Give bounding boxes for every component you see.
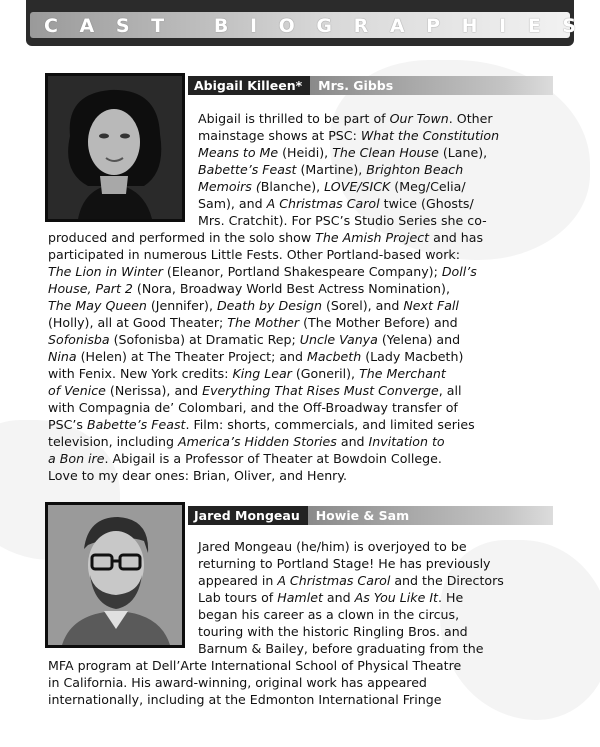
bio-line (0, 212, 600, 229)
bio-line (0, 178, 600, 195)
bio-line (0, 280, 600, 297)
title-italic: Nina (48, 349, 77, 364)
bio-text: returning to Portland Stage! He has previously (198, 556, 491, 571)
bio-text: participated in numerous Little Fests. Other Portland-based work: (48, 247, 460, 262)
bio-text: MFA program at Dell’Arte International School of Physical Theatre (48, 658, 462, 673)
title-italic: The Lion in Winter (48, 264, 163, 279)
title-italic: The May Queen (48, 298, 147, 313)
title-italic: Sofonisba (48, 332, 110, 347)
bio-text: (Lady Macbeth) (361, 349, 464, 364)
bio-text: . Other (448, 111, 493, 126)
bio-text: and the Directors (390, 573, 504, 588)
bio-text: Blanche), (260, 179, 325, 194)
bio-line (0, 555, 600, 572)
bio-line (0, 640, 600, 657)
bio-text: (Sorel), and (322, 298, 404, 313)
bio-line (0, 348, 600, 365)
cast-name-bar (188, 506, 553, 525)
title-italic: Hamlet (277, 590, 323, 605)
title-italic: Everything That Rises Must Converge (202, 383, 439, 398)
title-italic: The Clean House (332, 145, 439, 160)
title-italic: The Amish Project (315, 230, 430, 245)
bio-line (0, 229, 600, 246)
bio-text: (Sofonisba) at Dramatic Rep; (109, 332, 300, 347)
role-name: Howie & Sam (308, 506, 553, 525)
section-header (26, 0, 598, 46)
bio-line (0, 606, 600, 623)
bio-text: (Nerissa), and (105, 383, 203, 398)
bio-text: . He (437, 590, 464, 605)
title-italic: America’s Hidden Stories (178, 434, 337, 449)
cast-name-bar (188, 76, 553, 95)
bio-text: Lab tours of (198, 590, 278, 605)
bio-text: (The Mother Before) and (299, 315, 458, 330)
title-italic: Means to Me (198, 145, 279, 160)
bio-text: Mrs. Cratchit). For PSC’s Studio Series she co- (198, 213, 487, 228)
header-banner (30, 12, 598, 38)
bio-line (0, 246, 600, 263)
title-italic: A Christmas Carol (266, 196, 380, 211)
bio-line (0, 365, 600, 382)
bio-line (0, 572, 600, 589)
bio-line (0, 623, 600, 640)
bio-text: mainstage shows at PSC: (198, 128, 361, 143)
title-italic: Memoirs ( (198, 179, 261, 194)
bio-line (0, 538, 600, 555)
title-italic: House, Part 2 (48, 281, 133, 296)
title-italic: The Merchant (359, 366, 446, 381)
bio-line (0, 144, 600, 161)
bio-text: with Fenix. New York credits: (48, 366, 233, 381)
bio-text: (Lane), (438, 145, 488, 160)
bio-text: (Meg/Celia/ (390, 179, 466, 194)
bio-text: and (336, 434, 369, 449)
bio-line (0, 110, 600, 127)
title-italic: What the Constitution (360, 128, 500, 143)
bio-text: (Holly), all at Good Theater; (48, 315, 228, 330)
bio-text: Love to my dear ones: Brian, Oliver, and Henry. (48, 468, 348, 483)
bio-text: twice (Ghosts/ (379, 196, 474, 211)
role-name: Mrs. Gibbs (310, 76, 553, 95)
bio-line (0, 467, 600, 484)
title-italic: As You Like It (354, 590, 438, 605)
bio-text: in California. His award-winning, original work has appeared (48, 675, 427, 690)
bio-line (0, 657, 600, 674)
title-italic: Brighton Beach (366, 162, 464, 177)
title-italic: A Christmas Carol (277, 573, 391, 588)
bio-text: (Martine), (296, 162, 367, 177)
bio-text: produced and performed in the solo show (48, 230, 316, 245)
bio-line (0, 195, 600, 212)
title-italic: Our Town (389, 111, 449, 126)
page-title: CAST BIOGRAPHIES (44, 15, 598, 37)
bio-text: (Goneril), (291, 366, 360, 381)
bio-text: Jared Mongeau (he/him) is overjoyed to be (198, 539, 467, 554)
title-italic: Macbeth (307, 349, 362, 364)
bio-text: television, including (48, 434, 178, 449)
cast-bio (0, 538, 600, 708)
title-italic: Babette’s Feast (86, 417, 186, 432)
bio-text: touring with the historic Ringling Bros. and (198, 624, 468, 639)
bio-line (0, 161, 600, 178)
bio-text: PSC’s (48, 417, 87, 432)
bio-line (0, 433, 600, 450)
bio-line (0, 127, 600, 144)
actor-name: Abigail Killeen* (188, 76, 310, 95)
bio-text: (Helen) at The Theater Project; and (76, 349, 308, 364)
actor-name: Jared Mongeau (188, 506, 308, 525)
title-italic: LOVE/SICK (324, 179, 391, 194)
bio-line (0, 382, 600, 399)
bio-text: appeared in (198, 573, 278, 588)
bio-line (0, 589, 600, 606)
title-italic: King Lear (232, 366, 292, 381)
cast-bio (0, 110, 600, 484)
bio-text: . Abigail is a Professor of Theater at Bowdoin College. (104, 451, 442, 466)
title-italic: Babette’s Feast (198, 162, 297, 177)
bio-line (0, 674, 600, 691)
bio-text: . Film: shorts, commercials, and limited series (185, 417, 475, 432)
bio-text: (Nora, Broadway World Best Actress Nomination), (132, 281, 450, 296)
bio-text: (Eleanor, Portland Shakespeare Company); (162, 264, 442, 279)
bio-text: , all (438, 383, 462, 398)
title-italic: of Venice (48, 383, 106, 398)
title-italic: The Mother (227, 315, 300, 330)
title-italic: Invitation to (368, 434, 445, 449)
bio-text: (Jennifer), (146, 298, 217, 313)
bio-text: with Compagnia de’ Colombari, and the Off-Broadway transfer of (48, 400, 458, 415)
bio-text: Sam), and (198, 196, 267, 211)
bio-text: Barnum & Bailey, before graduating from the (198, 641, 484, 656)
bio-text: and has (429, 230, 484, 245)
bio-line (0, 416, 600, 433)
bio-line (0, 450, 600, 467)
title-italic: a Bon ire (48, 451, 105, 466)
bio-text: (Yelena) and (377, 332, 461, 347)
bio-line (0, 691, 600, 708)
title-italic: Uncle Vanya (299, 332, 378, 347)
title-italic: Next Fall (403, 298, 459, 313)
bio-line (0, 297, 600, 314)
bio-line (0, 314, 600, 331)
bio-text: internationally, including at the Edmonton International Fringe (48, 692, 442, 707)
title-italic: Death by Design (216, 298, 322, 313)
bio-text: began his career as a clown in the circus, (198, 607, 460, 622)
bio-text: Abigail is thrilled to be part of (198, 111, 390, 126)
title-italic: Doll’s (441, 264, 477, 279)
bio-line (0, 331, 600, 348)
bio-line (0, 263, 600, 280)
bio-text: and (322, 590, 355, 605)
bio-text: (Heidi), (278, 145, 333, 160)
bio-line (0, 399, 600, 416)
